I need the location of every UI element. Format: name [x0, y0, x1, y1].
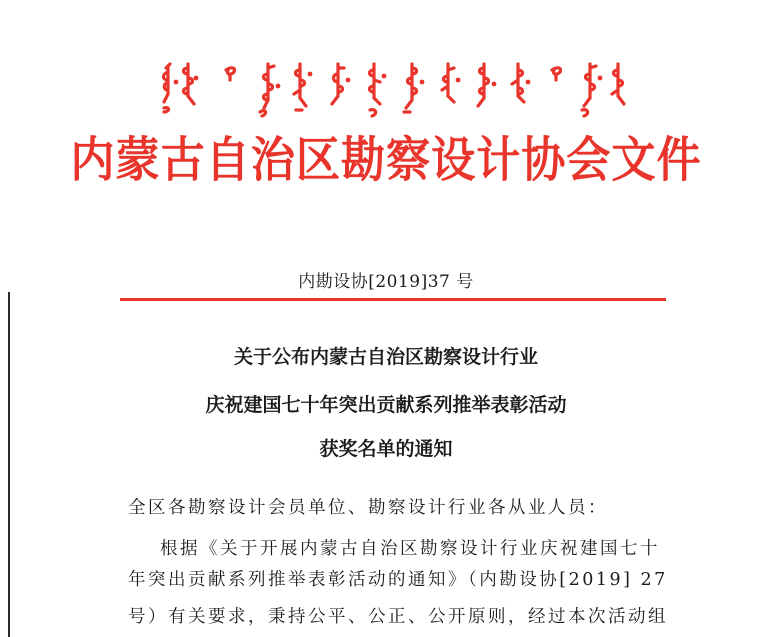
organization-title: 内蒙古自治区勘察设计协会文件 [70, 132, 702, 188]
notice-title-line-2: 庆祝建国七十年突出贡献系列推举表彰活动 [205, 394, 567, 416]
body-paragraph-line: 号）有关要求，秉持公平、公正、公开原则，经过本次活动组 [128, 607, 668, 627]
red-divider-line [120, 298, 666, 301]
notice-title-line-1: 关于公布内蒙古自治区勘察设计行业 [233, 346, 538, 368]
body-paragraph-line: 根据《关于开展内蒙古自治区勘察设计行业庆祝建国七十 [160, 539, 660, 559]
salutation: 全区各勘察设计会员单位、勘察设计行业各从业人员： [128, 498, 608, 518]
notice-title-line-3: 获奖名单的通知 [319, 438, 453, 460]
document-number: 内勘设协[2019]37 号 [298, 272, 474, 292]
mongolian-script-heading-icon [160, 60, 630, 120]
body-paragraph-line: 年突出贡献系列推举表彰活动的通知》（内勘设协[2019] 27 [128, 570, 668, 590]
